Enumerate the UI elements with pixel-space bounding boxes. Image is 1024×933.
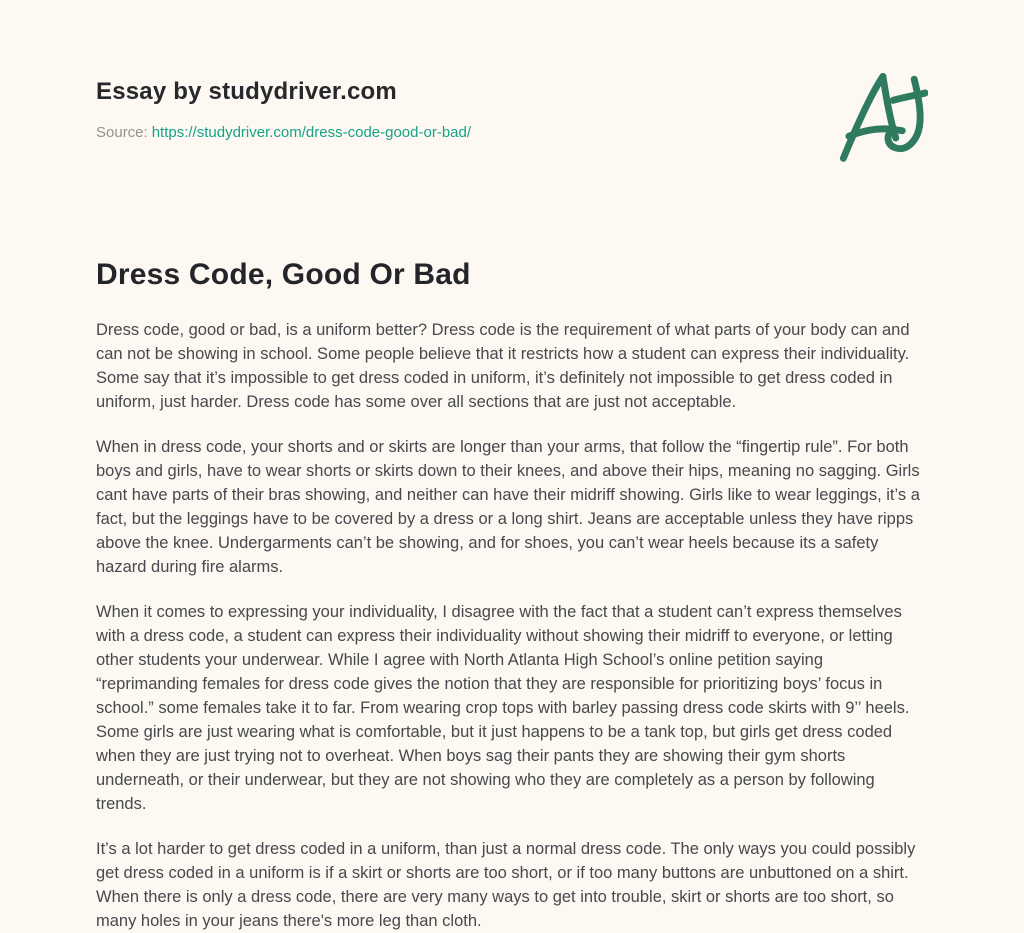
essay-paragraph: Dress code, good or bad, is a uniform better? Dress code is the requirement of what parts of your body can and can not be showing in school. Some people believe that it restricts how a student can express their individuality. Some say that it’s impossible to get dress coded in uniform, it’s definitely not impossible to get dress coded in uniform, just harder. Dress code has some over all sections that are just not acceptable. — [96, 321, 910, 411]
header-text-block — [96, 62, 836, 141]
a-plus-logo-icon — [836, 70, 928, 162]
essay-by-heading: Essay by studydriver.com — [96, 78, 397, 105]
source-line — [96, 124, 836, 141]
essay-title: Dress Code, Good Or Bad — [96, 258, 471, 291]
page-header — [0, 0, 1024, 162]
essay-body — [96, 318, 928, 933]
source-link[interactable]: https://studydriver.com/dress-code-good-or-bad/ — [151, 124, 472, 141]
essay-article — [0, 258, 1024, 933]
essay-paragraph: When in dress code, your shorts and or skirts are longer than your arms, that follow the “fingertip rule”. For both boys and girls, have to wear shorts or skirts down to their knees, and above their hips, meaning no sagging. Girls cant have parts of their bras showing, and neither can have their midriff showing. Girls like to wear leggings, it’s a fact, but the leggings have to be covered by a dress or a long shirt. Jeans are acceptable unless they have ripps above the knee. Undergarments can’t be showing, and for shoes, you can’t wear heels because its a safety hazard during fire alarms. — [96, 438, 920, 576]
essay-paragraph: It’s a lot harder to get dress coded in a uniform, than just a normal dress code. The only ways you could possibly get dress coded in a uniform is if a skirt or shorts are too short, or if too many buttons are unbuttoned on a shirt. When there is only a dress code, there are very many ways to get into trouble, skirt or shorts are too short, so many holes in your jeans there's more leg than cloth. — [96, 840, 916, 930]
source-label: Source: — [96, 124, 148, 141]
essay-paragraph: When it comes to expressing your individuality, I disagree with the fact that a student can’t express themselves with a dress code, a student can express their individuality without showing their midriff to everyone, or letting other students your underwear. While I agree with North Atlanta High School’s online petition saying “reprimanding females for dress code gives the notion that they are responsible for prioritizing boys’ focus in school.” some females take it to far. From wearing crop tops with barley passing dress code skirts with 9’’ heels. Some girls are just wearing what is comfortable, but it just happens to be a tank top, but girls get dress coded when they are just trying not to overheat. When boys sag their pants they are showing their gym shorts underneath, or their underwear, but they are not showing who they are completely as a person by following trends. — [96, 603, 910, 813]
